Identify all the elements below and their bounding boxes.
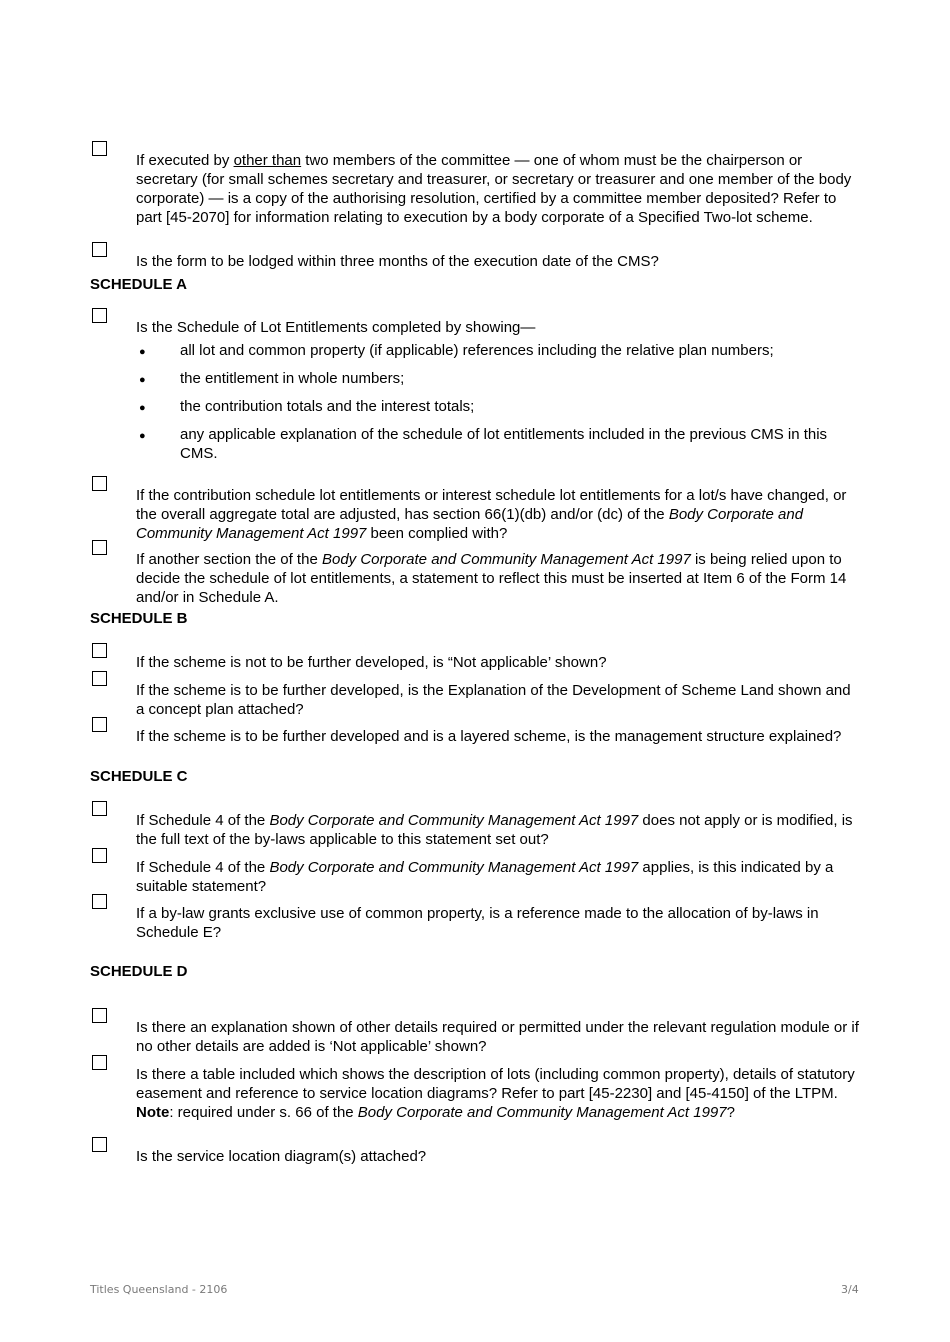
checkbox[interactable] (92, 1137, 107, 1152)
heading-schedule-b: SCHEDULE B (90, 610, 188, 627)
item-text: If Schedule 4 of the Body Corporate and Community Management Act 1997 does not apply or is modified, is the full text of the by-laws applicable to this statement set out? (136, 812, 853, 848)
item-text: If Schedule 4 of the Body Corporate and Community Management Act 1997 applies, is this indicated by a suitable statement? (136, 859, 834, 895)
heading-schedule-a: SCHEDULE A (90, 276, 187, 293)
checkbox[interactable] (92, 242, 107, 257)
checkbox[interactable] (92, 141, 107, 156)
item-text: If the scheme is to be further developed and is a layered scheme, is the management structure explained? (136, 728, 842, 745)
checkbox[interactable] (92, 308, 107, 323)
checkbox[interactable] (92, 894, 107, 909)
checkbox[interactable] (92, 671, 107, 686)
item-text: If a by-law grants exclusive use of common property, is a reference made to the allocation of by-laws in Schedule E? (136, 905, 819, 941)
checkbox[interactable] (92, 643, 107, 658)
checkbox[interactable] (92, 717, 107, 732)
item-text: If executed by other than two members of the committee — one of whom must be the chairperson or secretary (for small schemes secretary and treasurer, or secretary or treasurer and one member of the body corporate) — is a copy of the authorising resolution, certified by a committee member deposited? Refer to part [45-2070] for information relating to execution by a body corporate of a Specified Two-lot scheme. (136, 152, 852, 226)
bullet-icon: ● (139, 402, 146, 414)
checkbox[interactable] (92, 1008, 107, 1023)
item-text: If another section the of the Body Corporate and Community Management Act 1997 is being relied upon to decide the schedule of lot entitlements, a statement to reflect this must be inserted at Item 6 of the Form 14 and/or in Schedule A. (136, 551, 847, 606)
checkbox[interactable] (92, 1055, 107, 1070)
footer-left: Titles Queensland - 2106 (90, 1283, 228, 1296)
item-text: Is the Schedule of Lot Entitlements completed by showing— (136, 319, 536, 336)
checkbox[interactable] (92, 801, 107, 816)
bullet-icon: ● (139, 430, 146, 442)
item-text: Is the service location diagram(s) attached? (136, 1148, 427, 1165)
page-number: 3/4 (841, 1283, 859, 1296)
item-text: Is there a table included which shows the description of lots (including common property), details of statutory easement and reference to service location diagrams? Refer to part [45-2230] and [45-4150] of the LTPM. Note: required under s. 66 of the Body Corporate and Community Management Act 1997? (136, 1066, 855, 1121)
checkbox[interactable] (92, 848, 107, 863)
item-text: If the scheme is not to be further developed, is “Not applicable’ shown? (136, 654, 607, 671)
item-text: Is there an explanation shown of other details required or permitted under the relevant regulation module or if no other details are added is ‘Not applicable’ shown? (136, 1019, 859, 1055)
heading-schedule-d: SCHEDULE D (90, 963, 188, 980)
bullet-icon: ● (139, 346, 146, 358)
item-text: If the contribution schedule lot entitlements or interest schedule lot entitlements for a lot/s have changed, or the overall aggregate total are adjusted, has section 66(1)(db) and/or (dc) of the Body Corporate and Community Management Act 1997 been complied with? (136, 487, 847, 542)
item-text: If the scheme is to be further developed, is the Explanation of the Development of Scheme Land shown and a concept plan attached? (136, 682, 851, 718)
heading-schedule-c: SCHEDULE C (90, 768, 188, 785)
item-text: Is the form to be lodged within three months of the execution date of the CMS? (136, 253, 659, 270)
checkbox[interactable] (92, 476, 107, 491)
checkbox[interactable] (92, 540, 107, 555)
bullet-icon: ● (139, 374, 146, 386)
